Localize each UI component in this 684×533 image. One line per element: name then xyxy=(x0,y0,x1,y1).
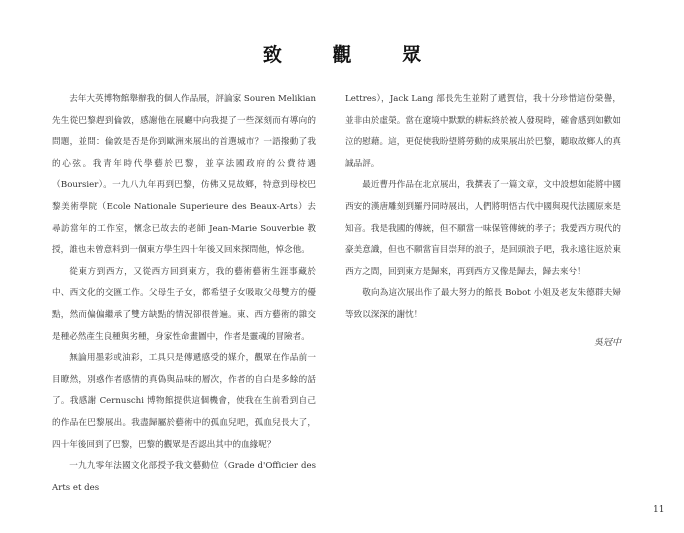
author-signature: 吳冠中 xyxy=(594,338,622,348)
right-column xyxy=(345,89,621,327)
page-number: 11 xyxy=(653,505,665,515)
paragraph: 無論用墨彩或油彩，工具只是傳遞感受的媒介，觀眾在作品前一目瞭然，別惑作者感情的真偽與品味的層次，作者的自白是多餘的話了。我感謝 Cernuschi 博物館提供這個機會，使我在生前看到自己的作品在巴黎展出。我盡歸屬於藝術中的孤血兒吧，孤血兒長大了，四十年後回到了巴黎，巴黎的觀眾是否認出其中的血緣呢？ xyxy=(52,353,316,450)
paragraph: Lettres），Jack Lang 部長先生並附了遞賀信，我十分珍惜這份榮譽，並非由於虛榮。當在遼境中默默的耕耘終於被人發現時，確會感到如歡如泣的慰藉。這，更促使我盼望將勞動的成果展出於巴黎，聽取故鄉人的真誠品評。 xyxy=(345,94,621,169)
left-column xyxy=(52,89,316,499)
paragraph: 最近曹丹作品在北京展出，我撰表了一篇文章，文中設想如能將中國西安的漢唐雕刻到羅丹同時展出，人們將明悟古代中國與現代法國原來是知音。我是我國的傳統，但不願當一味保管傳統的孝子；我愛西方現代的豪美意識，但也不願當盲目崇拜的浪子，是回頭浪子吧，我永遠往返於東西方之間，回到東方是歸來，再到西方又像是歸去，歸去來兮！ xyxy=(345,180,621,277)
paragraph: 一九九零年法國文化部授予我文藝動位（Grade d'Officier des Arts et des xyxy=(52,461,316,493)
paragraph: 敬向為這次展出作了最大努力的館長 Bobot 小姐及老友朱德群夫婦等致以深深的謝忱！ xyxy=(345,288,621,320)
paragraph: 從東方到西方，又從西方回到東方，我的藝術藝術生涯事藏於中、西文化的交匯工作。父母生子女，都希望子女吸取父母雙方的優點，然而偏偏繼承了雙方缺點的情況卻很普遍。東、西方藝術的雜交是種必然產生良種與劣種，身家性命畫圖中，作者是靈魂的冒險者。 xyxy=(52,266,316,342)
paragraph: 去年大英博物館舉辦我的個人作品展，評論家 Souren Melikian 先生從巴黎趕到倫敦，感謝他在展廳中向我提了一些深刻而有導向的問題，並問：倫敦是否是你到歐洲來展出的首選城市？一語撥動了我的心弦。我青年時代學藝於巴黎，並享法國政府的公費待遇（Boursier）。一九八九年再到巴黎，仿佛又見故鄉，特意到母校巴黎美術學院（Ecole Nationale Superieure des Beaux-Arts）去尋訪當年的工作室，懷念已故去的老師 Jean-Marie Souverbie 教授，誰也未曾意料到一個東方學生四十年後又回來探問他，悼念他。 xyxy=(52,94,316,256)
page-title: 致 觀 眾 xyxy=(262,44,444,66)
